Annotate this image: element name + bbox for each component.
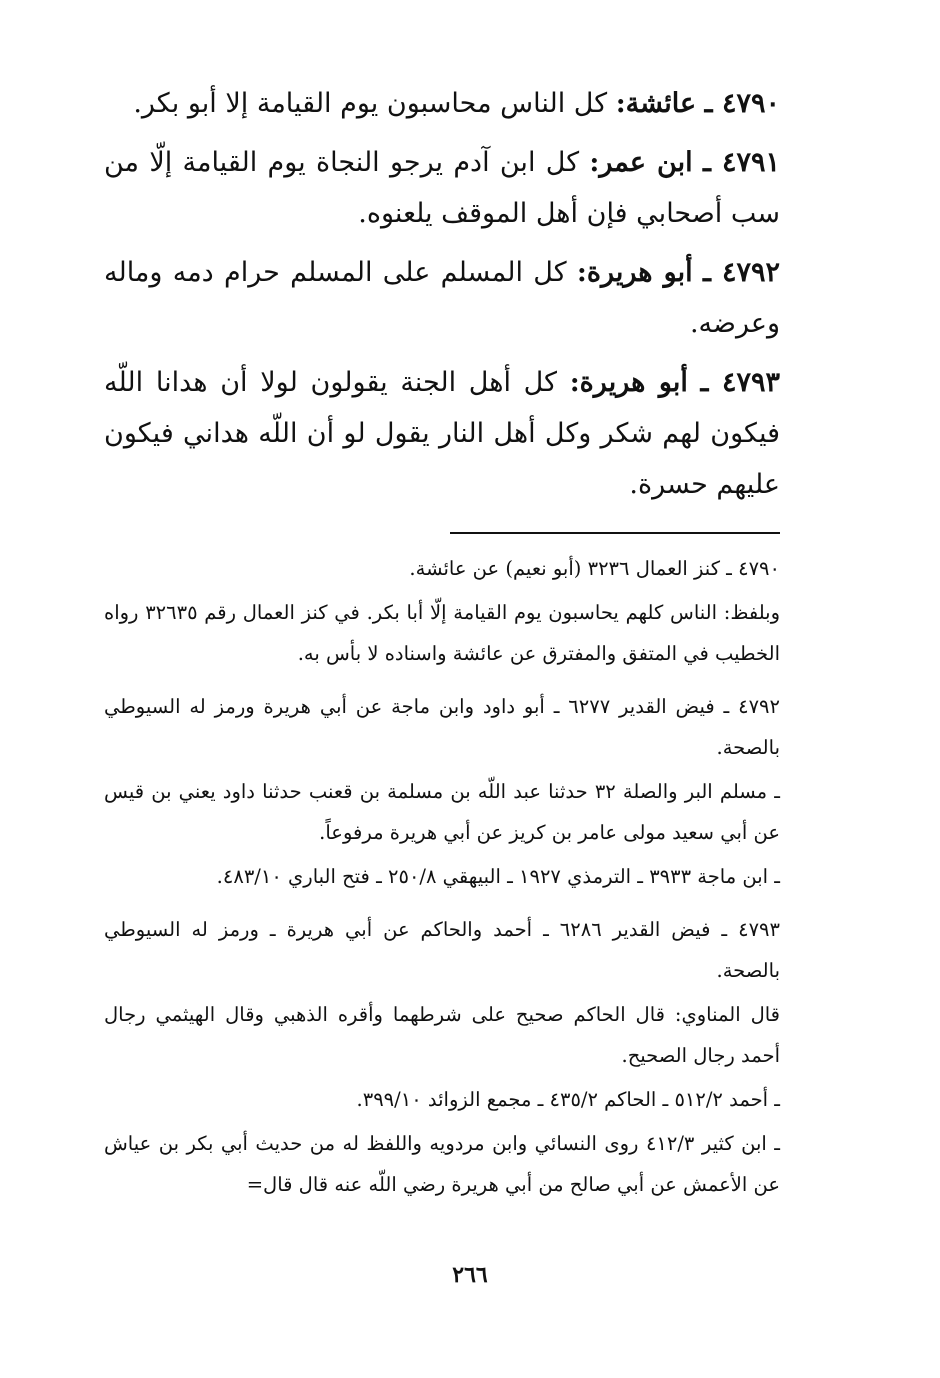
footnote: ٤٧٩٠ ـ كنز العمال ٣٢٣٦ (أبو نعيم) عن عائشة. (409, 557, 780, 580)
footnote: ـ أحمد ٥١٢/٢ ـ الحاكم ٤٣٥/٢ ـ مجمع الزوائد ٣٩٩/١٠. (356, 1088, 780, 1111)
hadith-entry (104, 357, 780, 510)
hadith-narrator: عائشة: (615, 88, 697, 119)
footnote: ـ ابن ماجة ٣٩٣٣ ـ الترمذي ١٩٢٧ ـ البيهقي ٢٥٠/٨ ـ فتح الباري ٤٨٣/١٠. (216, 865, 780, 888)
footnote: ـ مسلم البر والصلة ٣٢ حدثنا عبد اللّه بن مسلمة بن قعنب حدثنا داود يعني بن قيس عن أبي سعيد مولى عامر بن كريز عن أبي هريرة مرفوعاً. (104, 780, 780, 844)
hadith-text: كل أهل الجنة يقولون لولا أن هدانا اللّه فيكون لهم شكر وكل أهل النار يقول لو أن اللّه هداني فيكون عليهم حسرة. (104, 367, 780, 500)
footnote: ٤٧٩٢ ـ فيض القدير ٦٢٧٧ ـ أبو داود وابن ماجة عن أبي هريرة ورمز له السيوطي بالصحة. (104, 695, 780, 759)
hadith-text: كل الناس محاسبون يوم القيامة إلا أبو بكر. (133, 88, 608, 119)
hadith-narrator: ابن عمر: (589, 147, 693, 178)
hadith-text: كل ابن آدم يرجو النجاة يوم القيامة إلّا من سب أصحابي فإن أهل الموقف يلعنوه. (104, 147, 780, 229)
hadith-entry (104, 78, 780, 129)
footnote-divider (450, 532, 780, 534)
footnote: ـ ابن كثير ٤١٢/٣ روى النسائي وابن مردويه واللفظ له من حديث أبي بكر بن عياش عن الأعمش عن أبي صالح من أبي هريرة رضي اللّه عنه قال قال= (104, 1132, 781, 1196)
hadith-number: ٤٧٩٠ ـ (704, 88, 780, 119)
hadith-number: ٤٧٩٢ ـ (702, 257, 780, 288)
hadith-number: ٤٧٩٣ ـ (700, 367, 780, 398)
hadith-narrator: أبو هريرة: (576, 257, 693, 288)
page-body (104, 78, 780, 1208)
hadith-number: ٤٧٩١ ـ (702, 147, 780, 178)
footnote: قال المناوي: قال الحاكم صحيح على شرطهما وأقره الذهبي وقال الهيثمي رجال أحمد رجال الصحيح. (104, 1003, 780, 1067)
hadith-entry (104, 137, 780, 239)
hadith-text: كل المسلم على المسلم حرام دمه وماله وعرضه. (104, 257, 780, 339)
footnote: وبلفظ: الناس كلهم يحاسبون يوم القيامة إلّا أبا بكر. في كنز العمال رقم ٣٢٦٣٥ رواه الخطيب في المتفق والمفترق عن عائشة واسناده لا بأس به. (104, 601, 780, 665)
hadith-narrator: أبو هريرة: (569, 367, 688, 398)
page-number: ٢٦٦ (452, 1262, 488, 1288)
footnote: ٤٧٩٣ ـ فيض القدير ٦٢٨٦ ـ أحمد والحاكم عن أبي هريرة ـ ورمز له السيوطي بالصحة. (104, 918, 780, 982)
hadith-entry (104, 247, 780, 349)
